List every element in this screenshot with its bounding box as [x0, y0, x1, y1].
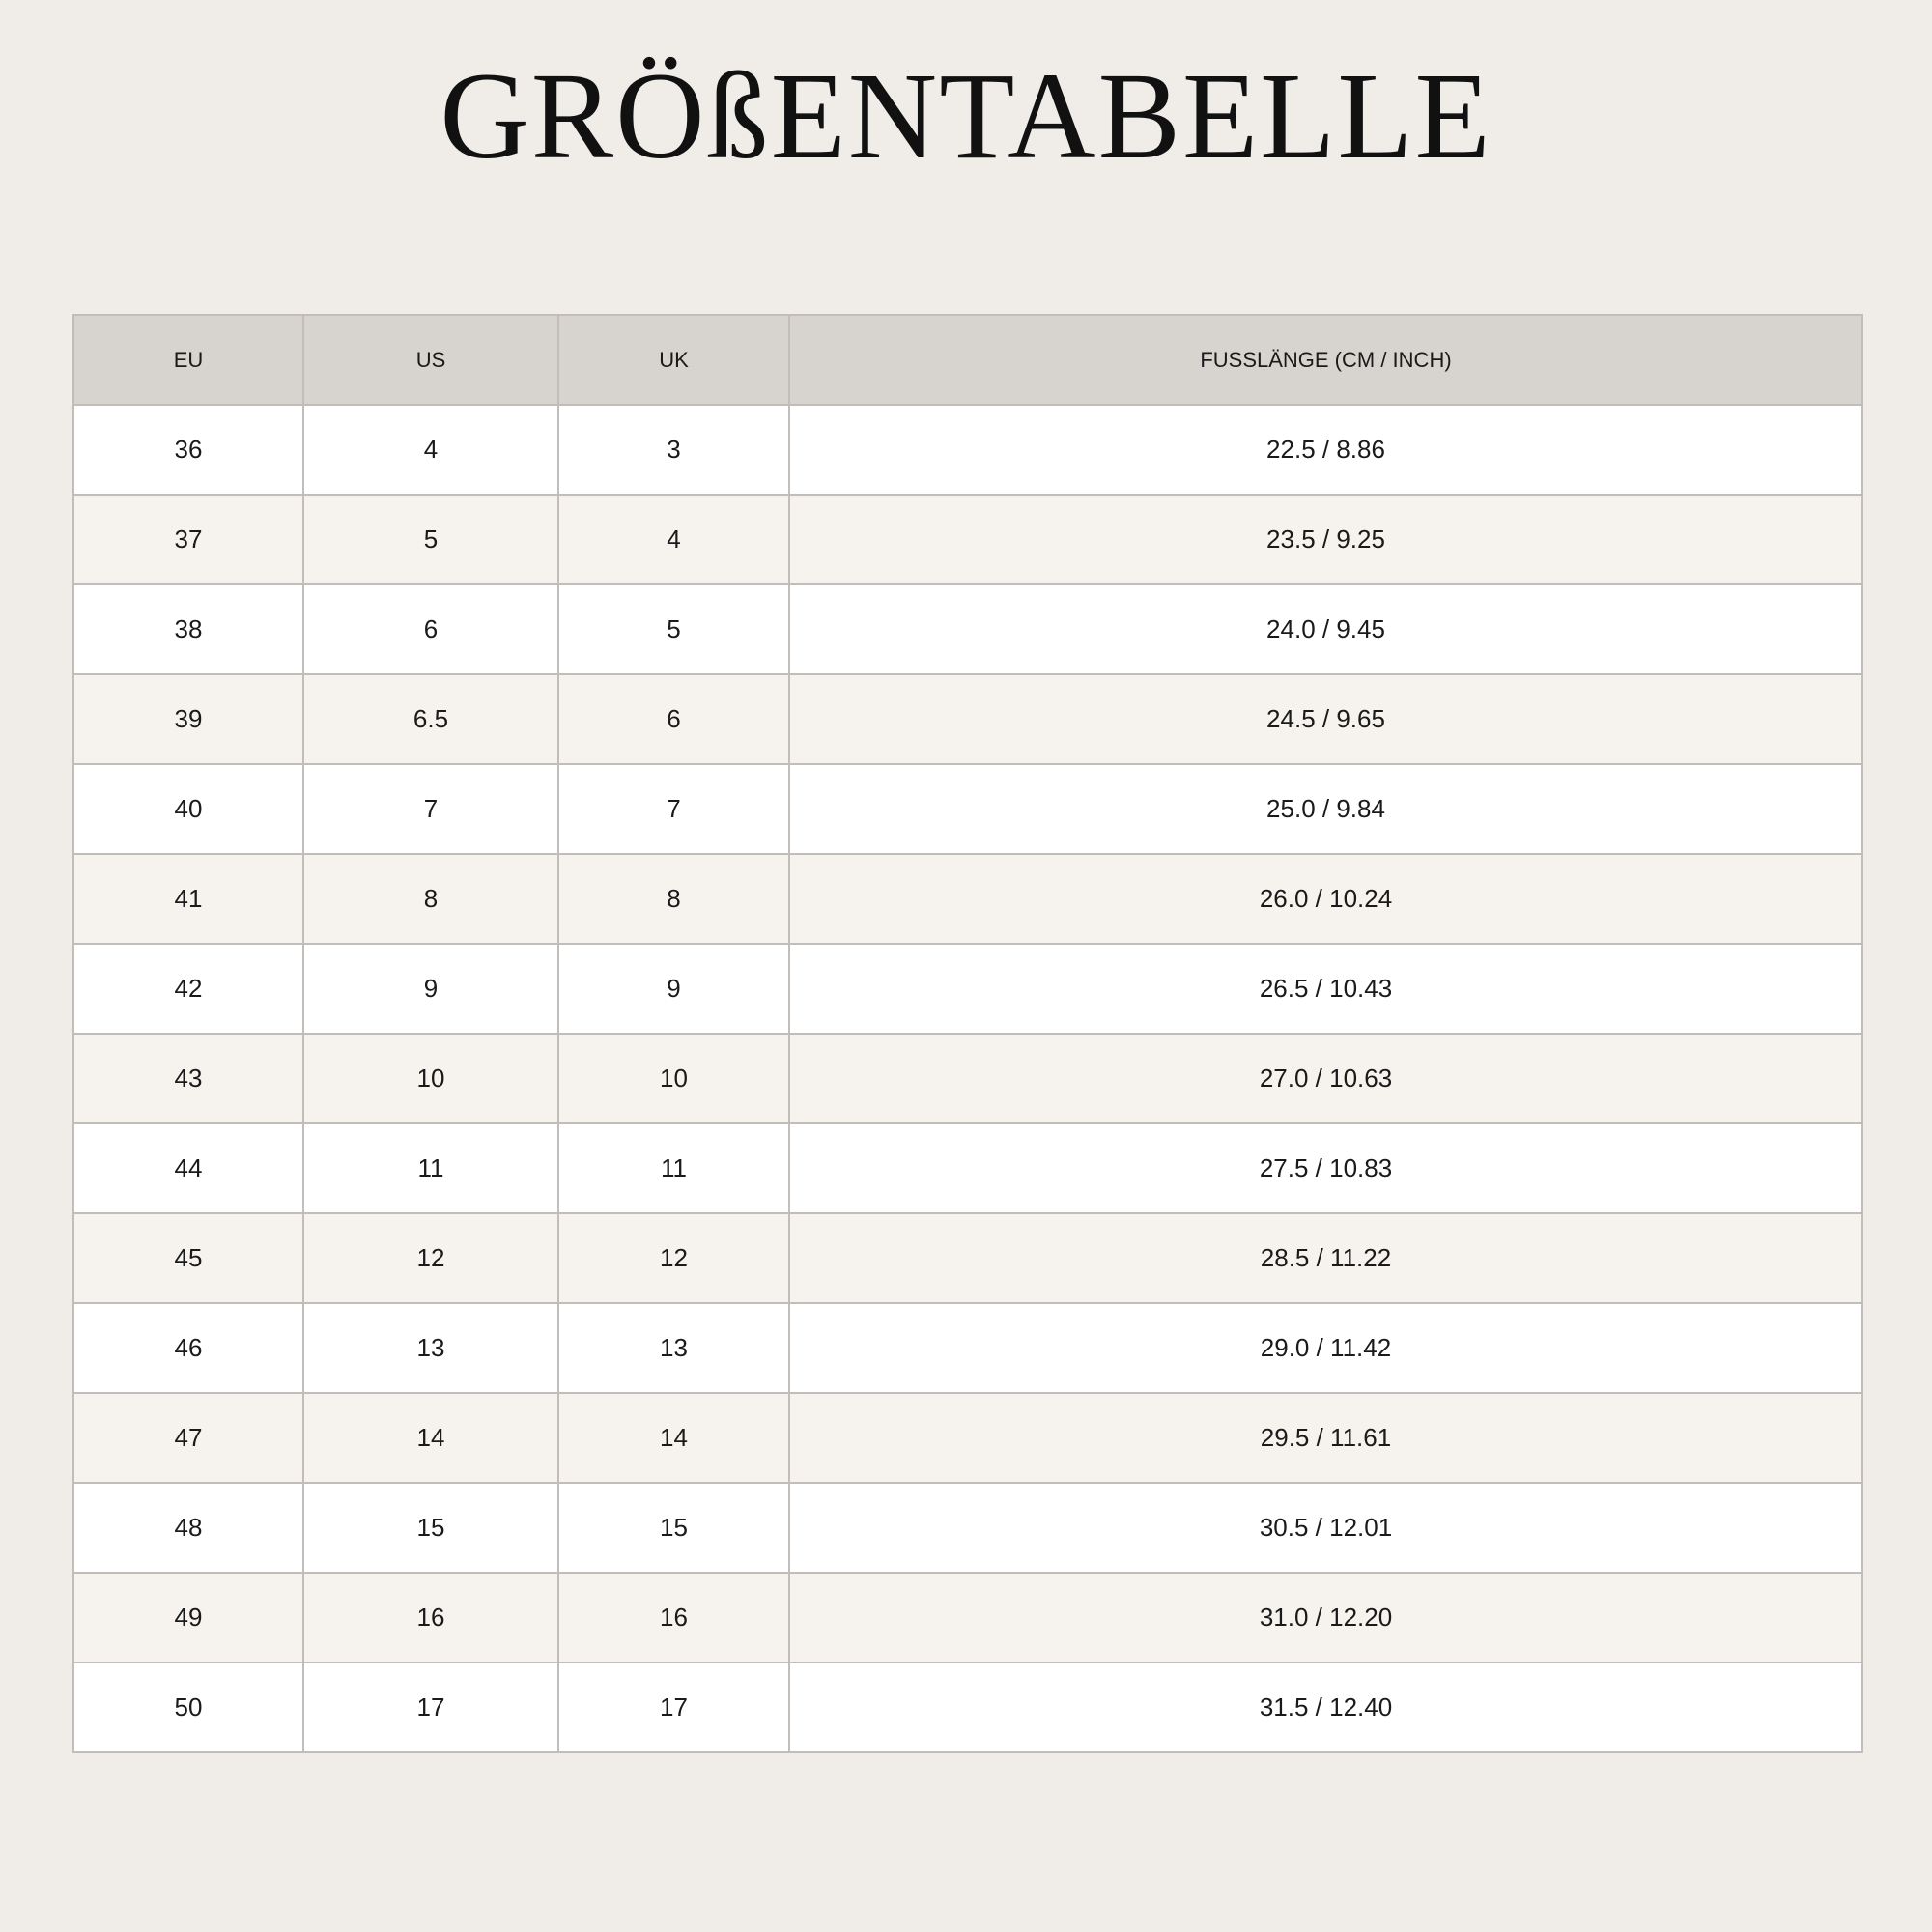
cell-us: 8 [303, 854, 558, 944]
cell-uk: 17 [558, 1662, 789, 1752]
cell-eu: 48 [73, 1483, 303, 1573]
cell-foot-length: 31.0 / 12.20 [789, 1573, 1862, 1662]
cell-us: 6.5 [303, 674, 558, 764]
cell-uk: 5 [558, 584, 789, 674]
cell-eu: 40 [73, 764, 303, 854]
table-row [73, 1573, 1862, 1662]
table-row [73, 1303, 1862, 1393]
table-header-row [73, 315, 1862, 405]
size-table [72, 314, 1863, 1753]
table-row [73, 944, 1862, 1034]
cell-uk: 9 [558, 944, 789, 1034]
cell-eu: 36 [73, 405, 303, 495]
cell-us: 17 [303, 1662, 558, 1752]
cell-uk: 12 [558, 1213, 789, 1303]
cell-eu: 50 [73, 1662, 303, 1752]
cell-eu: 37 [73, 495, 303, 584]
cell-us: 16 [303, 1573, 558, 1662]
cell-foot-length: 28.5 / 11.22 [789, 1213, 1862, 1303]
cell-eu: 44 [73, 1123, 303, 1213]
table-row [73, 764, 1862, 854]
table-row [73, 1483, 1862, 1573]
cell-uk: 8 [558, 854, 789, 944]
cell-foot-length: 30.5 / 12.01 [789, 1483, 1862, 1573]
cell-foot-length: 26.5 / 10.43 [789, 944, 1862, 1034]
header-foot-length: FUSSLÄNGE (CM / INCH) [789, 315, 1862, 405]
cell-eu: 43 [73, 1034, 303, 1123]
cell-uk: 11 [558, 1123, 789, 1213]
cell-us: 12 [303, 1213, 558, 1303]
cell-eu: 39 [73, 674, 303, 764]
cell-uk: 13 [558, 1303, 789, 1393]
cell-us: 15 [303, 1483, 558, 1573]
cell-us: 10 [303, 1034, 558, 1123]
cell-eu: 42 [73, 944, 303, 1034]
cell-eu: 49 [73, 1573, 303, 1662]
table-row [73, 405, 1862, 495]
cell-us: 13 [303, 1303, 558, 1393]
cell-foot-length: 27.5 / 10.83 [789, 1123, 1862, 1213]
cell-foot-length: 23.5 / 9.25 [789, 495, 1862, 584]
cell-foot-length: 29.5 / 11.61 [789, 1393, 1862, 1483]
cell-eu: 47 [73, 1393, 303, 1483]
cell-foot-length: 22.5 / 8.86 [789, 405, 1862, 495]
cell-foot-length: 26.0 / 10.24 [789, 854, 1862, 944]
cell-foot-length: 24.0 / 9.45 [789, 584, 1862, 674]
cell-foot-length: 27.0 / 10.63 [789, 1034, 1862, 1123]
cell-us: 5 [303, 495, 558, 584]
cell-foot-length: 29.0 / 11.42 [789, 1303, 1862, 1393]
cell-uk: 6 [558, 674, 789, 764]
header-uk: UK [558, 315, 789, 405]
table-row [73, 584, 1862, 674]
table-row [73, 1213, 1862, 1303]
table-row [73, 1393, 1862, 1483]
cell-uk: 3 [558, 405, 789, 495]
cell-us: 6 [303, 584, 558, 674]
header-us: US [303, 315, 558, 405]
cell-us: 4 [303, 405, 558, 495]
table-row [73, 495, 1862, 584]
table-row [73, 674, 1862, 764]
table-row [73, 1123, 1862, 1213]
cell-uk: 15 [558, 1483, 789, 1573]
cell-us: 11 [303, 1123, 558, 1213]
cell-uk: 10 [558, 1034, 789, 1123]
cell-us: 7 [303, 764, 558, 854]
table-row [73, 1662, 1862, 1752]
table-row [73, 854, 1862, 944]
cell-uk: 16 [558, 1573, 789, 1662]
cell-us: 9 [303, 944, 558, 1034]
table-row [73, 1034, 1862, 1123]
cell-foot-length: 25.0 / 9.84 [789, 764, 1862, 854]
cell-uk: 7 [558, 764, 789, 854]
header-eu: EU [73, 315, 303, 405]
cell-foot-length: 24.5 / 9.65 [789, 674, 1862, 764]
cell-foot-length: 31.5 / 12.40 [789, 1662, 1862, 1752]
cell-eu: 41 [73, 854, 303, 944]
cell-uk: 14 [558, 1393, 789, 1483]
cell-us: 14 [303, 1393, 558, 1483]
page-title: GRÖßENTABELLE [440, 47, 1492, 185]
cell-eu: 46 [73, 1303, 303, 1393]
cell-eu: 38 [73, 584, 303, 674]
cell-uk: 4 [558, 495, 789, 584]
cell-eu: 45 [73, 1213, 303, 1303]
